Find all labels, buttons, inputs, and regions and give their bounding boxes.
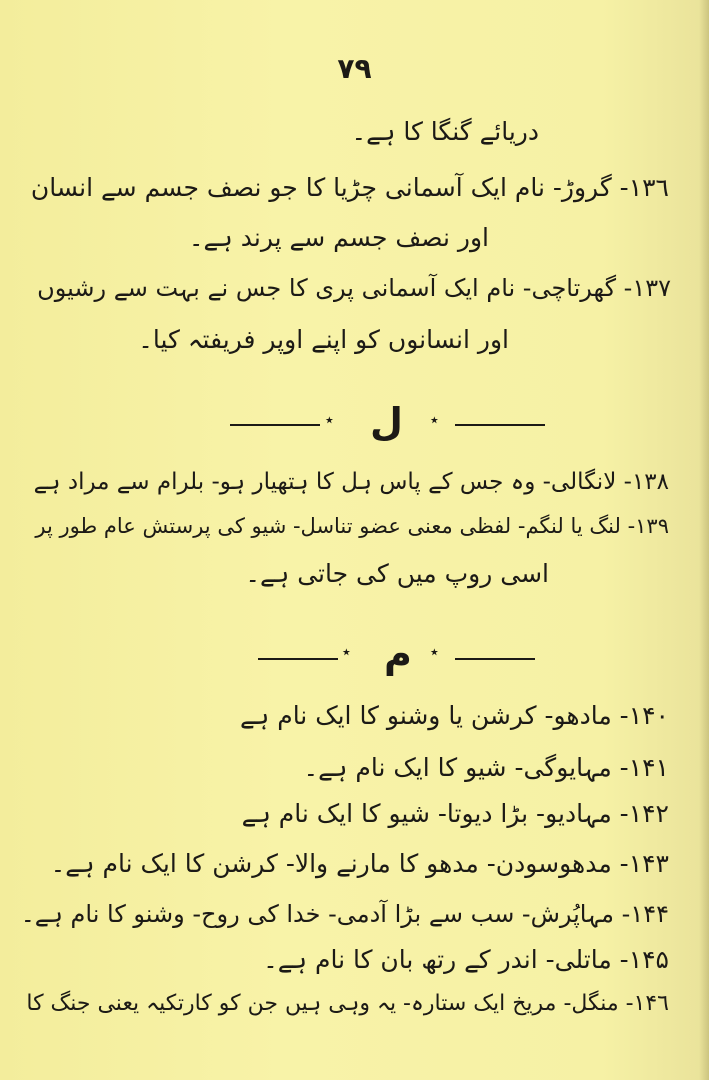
text-line: ۱۳٦- گروڑ- نام ایک آسمانی چڑیا کا جو نصف جسم سے انسان [30, 173, 669, 202]
text-line: ۱۴۰- مادھو- کرشن یا وشنو کا ایک نام ہے [239, 701, 669, 730]
text-line: ۱۳۷- گھرتاچی- نام ایک آسمانی پری کا جس نے بہت سے رشیوں [37, 274, 671, 302]
text-line: دریائے گنگا کا ہے۔ [351, 117, 539, 146]
ornament-icon: ٭ [430, 642, 439, 661]
text-line: ۱۴۱- مہایوگی- شیو کا ایک نام ہے۔ [303, 753, 669, 782]
text-line: اور نصف جسم سے پرند ہے۔ [188, 223, 489, 252]
text-line: ۱۴۴- مہاپُرش- سب سے بڑا آدمی- خدا کی روح- وشنو کا نام ہے۔ [20, 900, 669, 928]
text-line: ۱۳۹- لنگ یا لنگم- لفظی معنی عضو تناسل- شیو کی پرستش عام طور پر [35, 514, 669, 538]
text-line: ۱۴۵- ماتلی- اندر کے رتھ بان کا نام ہے۔ [263, 945, 669, 974]
ornament-icon: ٭ [325, 410, 334, 429]
text-line: اور انسانوں کو اپنے اوپر فریفتہ کیا۔ [138, 325, 509, 354]
text-line: ۱۳۸- لانگالی- وہ جس کے پاس ہل کا ہتھیار ہو- بلرام سے مراد ہے [33, 469, 669, 495]
text-line: ۱۴۲- مہادیو- بڑا دیوتا- شیو کا ایک نام ہے [241, 799, 669, 828]
text-line: ۱۴٦- منگل- مریخ ایک ستارہ- یہ وہی ہیں جن کو کارتکیہ یعنی جنگ کا [26, 991, 669, 1016]
text-line: ۱۴۳- مدھوسودن- مدھو کا مارنے والا- کرشن کا ایک نام ہے۔ [50, 849, 669, 878]
page-edge-shadow [699, 0, 709, 1080]
ornament-icon: ٭ [430, 410, 439, 429]
ornament-icon: ٭ [342, 642, 351, 661]
page-number: ٧٩ [337, 52, 372, 85]
section-letter: م [384, 632, 412, 676]
section-divider-meem [0, 632, 709, 682]
section-letter: ل [370, 400, 403, 444]
section-divider-lam [0, 400, 709, 450]
text-line: اسی روپ میں کی جاتی ہے۔ [245, 559, 549, 588]
